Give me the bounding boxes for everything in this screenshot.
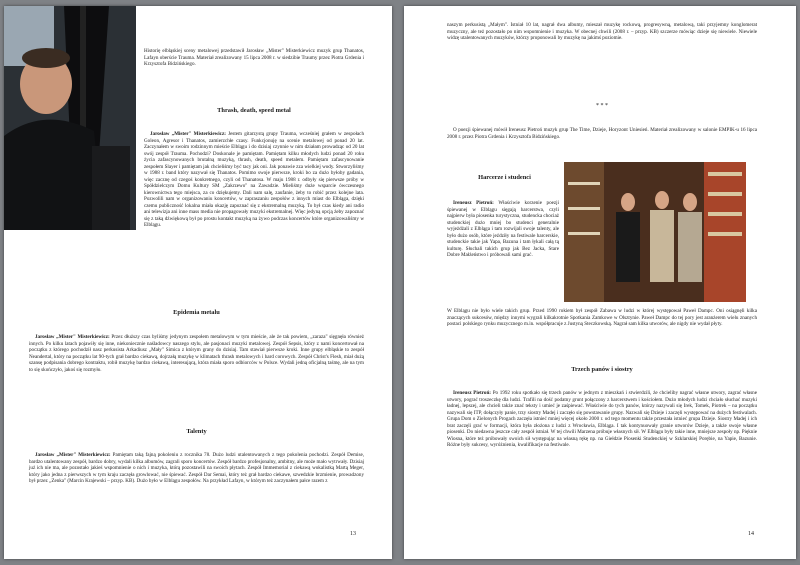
continuation-paragraph: naszym perkusistą „Małym". Istniał 10 lat, nagrał dwa albumy, mieszał muzykę rockową, progresywną, metalową, taki przyjemny konglomerat muzyczny, ale też pozostało po nim wspomnienie i muzyka. W obecnej chwili (2008 r. – przyp. KB) szczerze mówiąc dzieje się niewiele. Niewiele widzę utalentowanych muzyków, którzy proponowali by muzykę na jakimś poziomie. bbox=[447, 22, 757, 41]
intro-paragraph: Historię elbląskiej sceny metalowej przedstawił Jarosław „Mister" Misterkiewicz muzyk grup Thanatos, Lafayn oberście Trauma. Materiał zrealizowany 15 lipca 2008 r. w siedzibie Traumy przez Piotra Grdenia i Krzysztofa Bidzińskiego. bbox=[144, 48, 364, 67]
section-separator: * * * bbox=[596, 103, 608, 109]
section4-paragraph bbox=[447, 200, 559, 259]
section4-text-narrow: Właściwie korzenie poezji śpiewanej w Elblągu sięgają harcerstwa, czyli najpierw była piosenka turystyczna, studencka chociaż studenckiej dużo mniej bo studenci generalnie wyjeżdżali z Elbląga i tam rozwijali swoje talenty, ale było dużo osób, które jeździły na festiwale harcerskie, studenckie takie jak Yapa, Bazuna i tam łykali całą tą kulturę. Słuchali takich grup jak Bez Jacka, Stare Dobre Małżeństwo i próbowali sami grać. bbox=[447, 200, 559, 258]
section5-paragraph bbox=[447, 390, 757, 449]
speaker-name: Jarosław „Mister" Misterkiewicz: bbox=[35, 452, 111, 458]
page-number: 13 bbox=[350, 531, 356, 537]
guitarist-illustration bbox=[4, 6, 136, 230]
section-heading: Talenty bbox=[186, 428, 207, 435]
speaker-name: Jarosław „Mister" Misterkiewicz: bbox=[35, 334, 110, 340]
section5-text: Po 1992 roku spotkało się trzech panów w jednym z mieszkań i stwierdzili, że chcieliby nagrać własne utwory, zagrać własne utwory, pograć troszeczkę dla ludzi. Trafili na dość podatny grunt połączony z harcerstwem i kościołem. Dużo młodych ludzi chciało słuchać muzyki ładnej, lepszej, ale chcieli także znać teksty i umieć je zaśpiewać. Właściwie do tych panów, którzy nazywali się Irek, Tomek, Piotrek – na początku nazywali się ITP, dołączyły panie, trzy siostry Madej i zaczęło się powstawanie grupy. Nazwali się Dzieje i zaczęli występować na dużych festiwalach. Grupa Dom o Zielonych Progach zaczęła istnieć mniej więcej około 2000 r. od tego momentu także przestała istnieć grupa Dzieje. Siostry Madej i ich brat zaczęli grać w formacji, która była złożona z ludzi z Wrocławia, Elbląga. I tak kontynuowały granie utworów Dzieje, a także swoje własne piosenki. Do niedawna jeszcze cały zespół istniał. W tej chwili Marzena próbuje własnych sił. W Elblągu były takie inne, mniejsze zespoły np. Pięknie Wiosna, które też próbowały swoich sił występując na własną rękę np. na Giełdzie Piosenki Studenckiej w Szklarskiej Porębie, na Yapie, Bazunie. Różne były sukcesy, wyróżnienia, kwalifikacje na festiwale. bbox=[447, 390, 757, 448]
section2-paragraph bbox=[29, 334, 364, 373]
section1-body-bottom bbox=[29, 236, 364, 296]
section2-text: Przez dłuższy czas byliśmy jedynym zespołem metalowym w tym mieście, ale że tak powiem, „zaraza" sięgnęła również innych. Po kilku latach pojawiły się inne, niekoniecznie naśladowcy naszego stylu, ale pasjonaci muzyki metalowej. Zespół Sepsis, który z nami koncertował na początku z którego pochodził nasz perkusista Arkadiusz „Mały" Simica z którym grany do dzisiaj. Tam stawiał pierwsze kroki. Inne grupy elbląskie to zespół Neandertal, który na początku lat 90-tych grał bardzo ciekawą, dojrzałą muzykę w klimatach thrash metalowych i hard corowych. Zespół Christ's Flesh, miał dużą szansę podpisania dobrego kontraktu, robił muzykę bardzo ciekawą, interesującą, która miała sporo odbiorców w Polsce. Wydali jedną oficjalną taśmę, ale na tym to się skończyło, jakoś się rozmyło. bbox=[29, 334, 364, 373]
section-heading: Harcerze i studenci bbox=[478, 174, 531, 181]
section4-paragraph-continued: W Elblągu nie było wiele takich grup. Przed 1990 rokiem był zespół Zabawa w ludzi w której występował Paweł Dampc. Oni osiągnęli kilka znaczących sukcesów, między innymi wygrali kilkakrotnie Spotkania Zamkowe w Olsztynie. Paweł Dampc do tej pory jest aranżerem wielu znanych postaci polskiego rynku muzycznego m.in. współpracuje z Justyną Steczkowską. Nagrał sam kilka utworów, ale nigdy nie wydał płyty. bbox=[447, 308, 757, 327]
band-illustration bbox=[564, 162, 746, 302]
speaker-name: Ireneusz Pietroń: bbox=[453, 200, 494, 206]
section1-text: Jestem gitarzystą grupy Trauma, wcześniej grałem w zespołach Goleon, Agresor i Thanatos, zamierzchłe czasy. Funkcjonuję na scenie metalowej od ponad 20 lat. Zaczynałem w swoim rodzinnym mieście Elblągu i do dzisiaj czynnie w nim działam prowadząc od 20 lat swój zespół Trauma. Pochodzi? Doskonale je pamiętam. Pamiętam kilku młodych ludzi ponad 20 roku życia zafascynowanych brutalną muzyką, thrash, death, speed metalem. Pamiętam zafascynowanie zespołem Slayer i pamiętam jak chcieliśmy być tacy jak oni. Jak ponawie zza wielkiej wody. Stworzyliśmy w 1988 r. band który nazywał się Thanatos. Pomimo swoje pierwsze, kroki bo za dużo byłoby gadania, więc zacznę od czegoś konkretnego, czyli od Thanatosa. W maju 1988 r. odbyły się pierwsze próby w Spółdzielczym Domu Kultury SM „Zakrzewo" na Zawadzie. Mieliśmy duże wsparcie ówczesnego kierownictwa tego miejsca, za co dziękujemy. Dali nam salę, zaufanie, żeby to robić przez kolejne lata. Pozwolili nam w organizowaniu koncertów, w zapraszaniu zespołów z innych miast do Elbląga, dzięki czemu publiczność lokalna miała okazję zapoznać się z ekstremalną muzyką. To był czas kiedy ani radio ani telewizja ani inne mass media nie propagowały muzyki ekstremalnej. Więc jedyną opcją żeby zapoznać się z taką dźwiękową był po prostu kontakt muzyką na żywo podczas koncertów które organizowaliśmy w Elblągu. bbox=[144, 131, 364, 228]
speaker-name: Ireneusz Pietroń: bbox=[453, 390, 491, 396]
section-heading: Epidemia metalu bbox=[173, 309, 220, 316]
section1-body-top bbox=[144, 131, 364, 228]
section3-paragraph bbox=[29, 452, 364, 485]
section1-paragraph bbox=[144, 131, 364, 228]
section3-text: Pamiętam taką fajną pokoleniu z rocznika 78. Dużo ludzi utalentowanych z tego pokolenia pochodzi. Zespół Demise, bardzo utalentowany zespół, bardzo dobry, wydali kilka albumów, zagrali sporo koncertów. Zespół bardzo profesjonalny, ambitny, ale może mało wytrwały. Dzisiaj już ich nie ma, ale pozostało jakieś wspomnienie o nich i muzyka, którą pozostawili na swoich płytach. Zespół Immemorial z ciekawą wokalistką Martą Meger, który jako jedna z pierwszych w tym kraju zaczęła growlować, nie śpiewać. Zespół Dar Semai, który też grał bardzo ciekawe, szwedzkie brzmienie, prowadzony był przez „Zenka" (Marcin Krajewski – przyp. KB). Dużo było w Elblągu zespołów. Na przykład Lafayn, w którym też zaczynałem pałce razem z bbox=[29, 452, 364, 484]
left-page bbox=[4, 6, 392, 559]
speaker-name: Jarosław „Mister" Misterkiewicz: bbox=[150, 131, 226, 137]
guitarist-photo bbox=[4, 6, 136, 230]
intro2-paragraph: O poezji śpiewanej mówił Ireneusz Pietroń muzyk grup The Time, Dzieje, Horyzont Uniesień. Materiał zrealizowany w salonie EMPIK-u 16 lipca 2008 r. przez Piotra Grdenia i Krzysztofa Bidzińskiego. bbox=[447, 127, 757, 140]
right-page bbox=[404, 6, 796, 559]
band-photo bbox=[564, 162, 746, 302]
section-heading: Trzech panów i siostry bbox=[571, 366, 633, 373]
section-heading: Thrash, death, speed metal bbox=[217, 107, 291, 114]
page-number: 14 bbox=[748, 531, 754, 537]
